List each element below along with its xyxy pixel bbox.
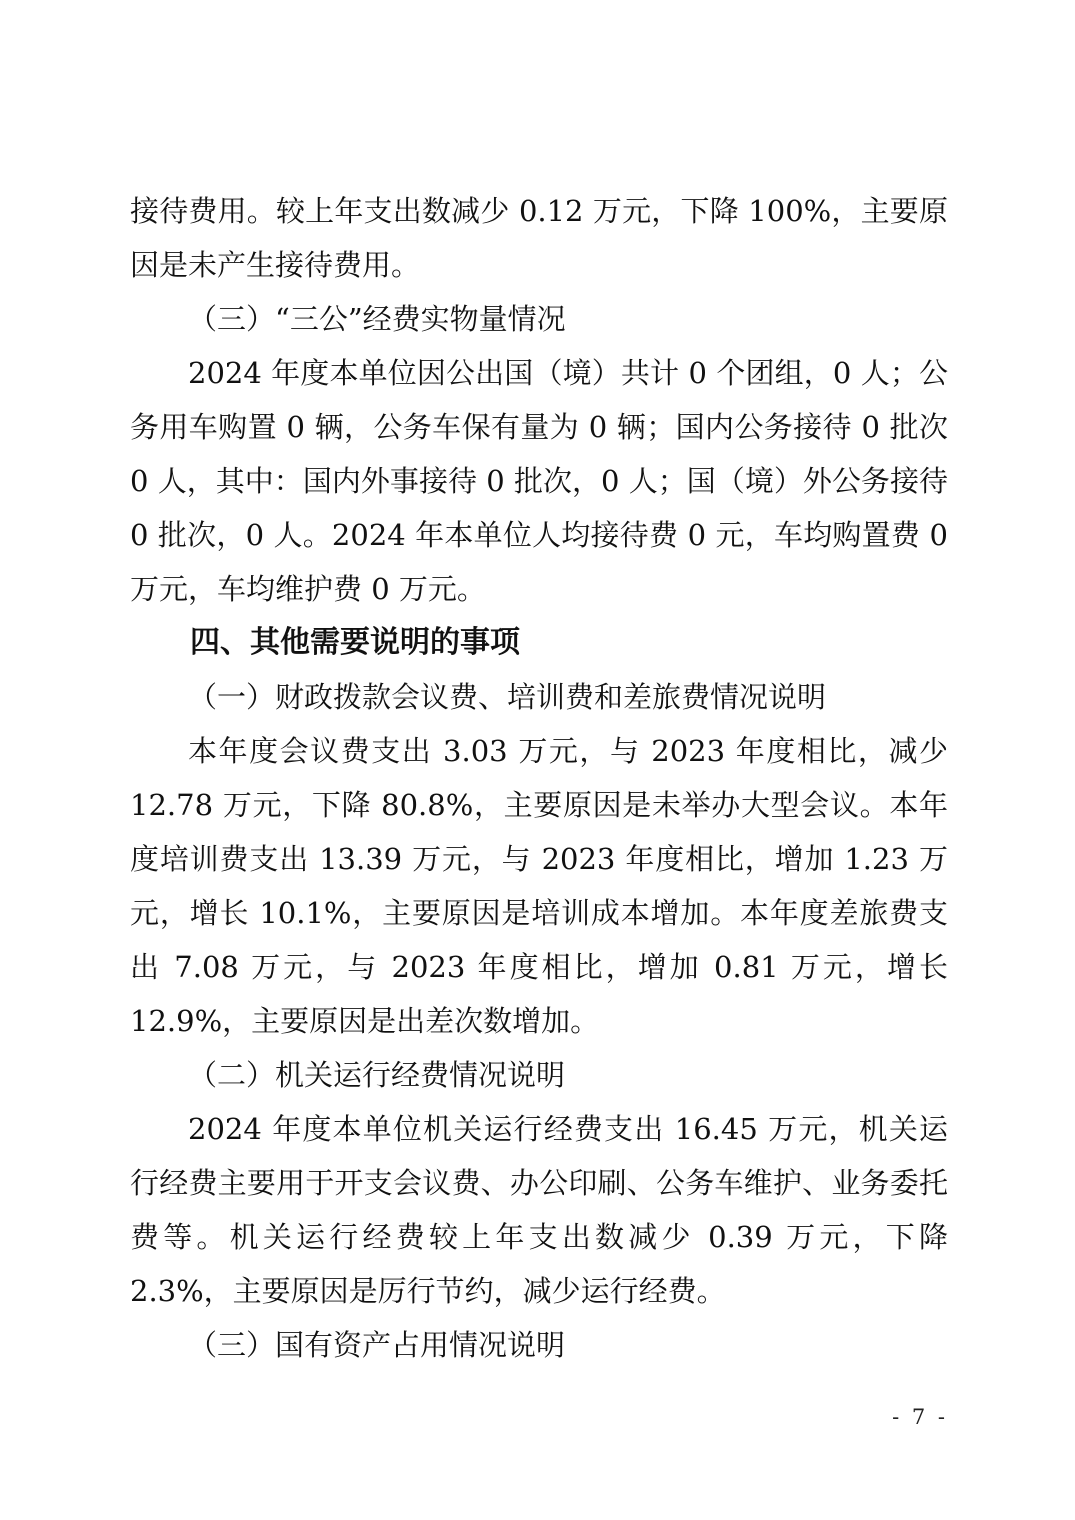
paragraph-three-public-expense-physical-quantities: 2024 年度本单位因公出国（境）共计 0 个团组，0 人；公务用车购置 0 辆，公务车保有量为 0 辆；国内公务接待 0 批次 0 人，其中：国内外事接待 0 批次，0 人；国（境）外公务接待 0 批次，0 人。2024 年本单位人均接待费 0 元，车均购置费 0 万元，车均维护费 0 万元。 bbox=[130, 356, 948, 606]
subheading-state-owned-assets-occupancy: （三）国有资产占用情况说明 bbox=[188, 1328, 566, 1362]
page-number: - 7 - bbox=[892, 1405, 948, 1429]
paragraph-agency-operating-expenses: 2024 年度本单位机关运行经费支出 16.45 万元，机关运行经费主要用于开支会议费、办公印刷、公务车维护、业务委托费等。机关运行经费较上年支出数减少 0.39 万元，下降 2.3%，主要原因是厉行节约，减少运行经费。 bbox=[130, 1112, 948, 1308]
document-body bbox=[130, 184, 948, 1372]
paragraph-meeting-training-travel-fees: 本年度会议费支出 3.03 万元，与 2023 年度相比，减少 12.78 万元，下降 80.8%，主要原因是未举办大型会议。本年度培训费支出 13.39 万元，与 2023 年度相比，增加 1.23 万元，增长 10.1%，主要原因是培训成本增加。本年度差旅费支出 7.08 万元，与 2023 年度相比，增加 0.81 万元，增长 12.9%，主要原因是出差次数增加。 bbox=[130, 734, 948, 1038]
subheading-meeting-training-travel-fees: （一）财政拨款会议费、培训费和差旅费情况说明 bbox=[188, 680, 827, 714]
subheading-agency-operating-expenses: （二）机关运行经费情况说明 bbox=[188, 1058, 566, 1092]
paragraph-reception-expense-continuation: 接待费用。较上年支出数减少 0.12 万元，下降 100%，主要原因是未产生接待费用。 bbox=[130, 194, 948, 282]
section-heading-other-matters: 四、其他需要说明的事项 bbox=[190, 625, 520, 660]
subheading-three-public-expense-physical-quantities: （三）“三公”经费实物量情况 bbox=[188, 302, 566, 336]
